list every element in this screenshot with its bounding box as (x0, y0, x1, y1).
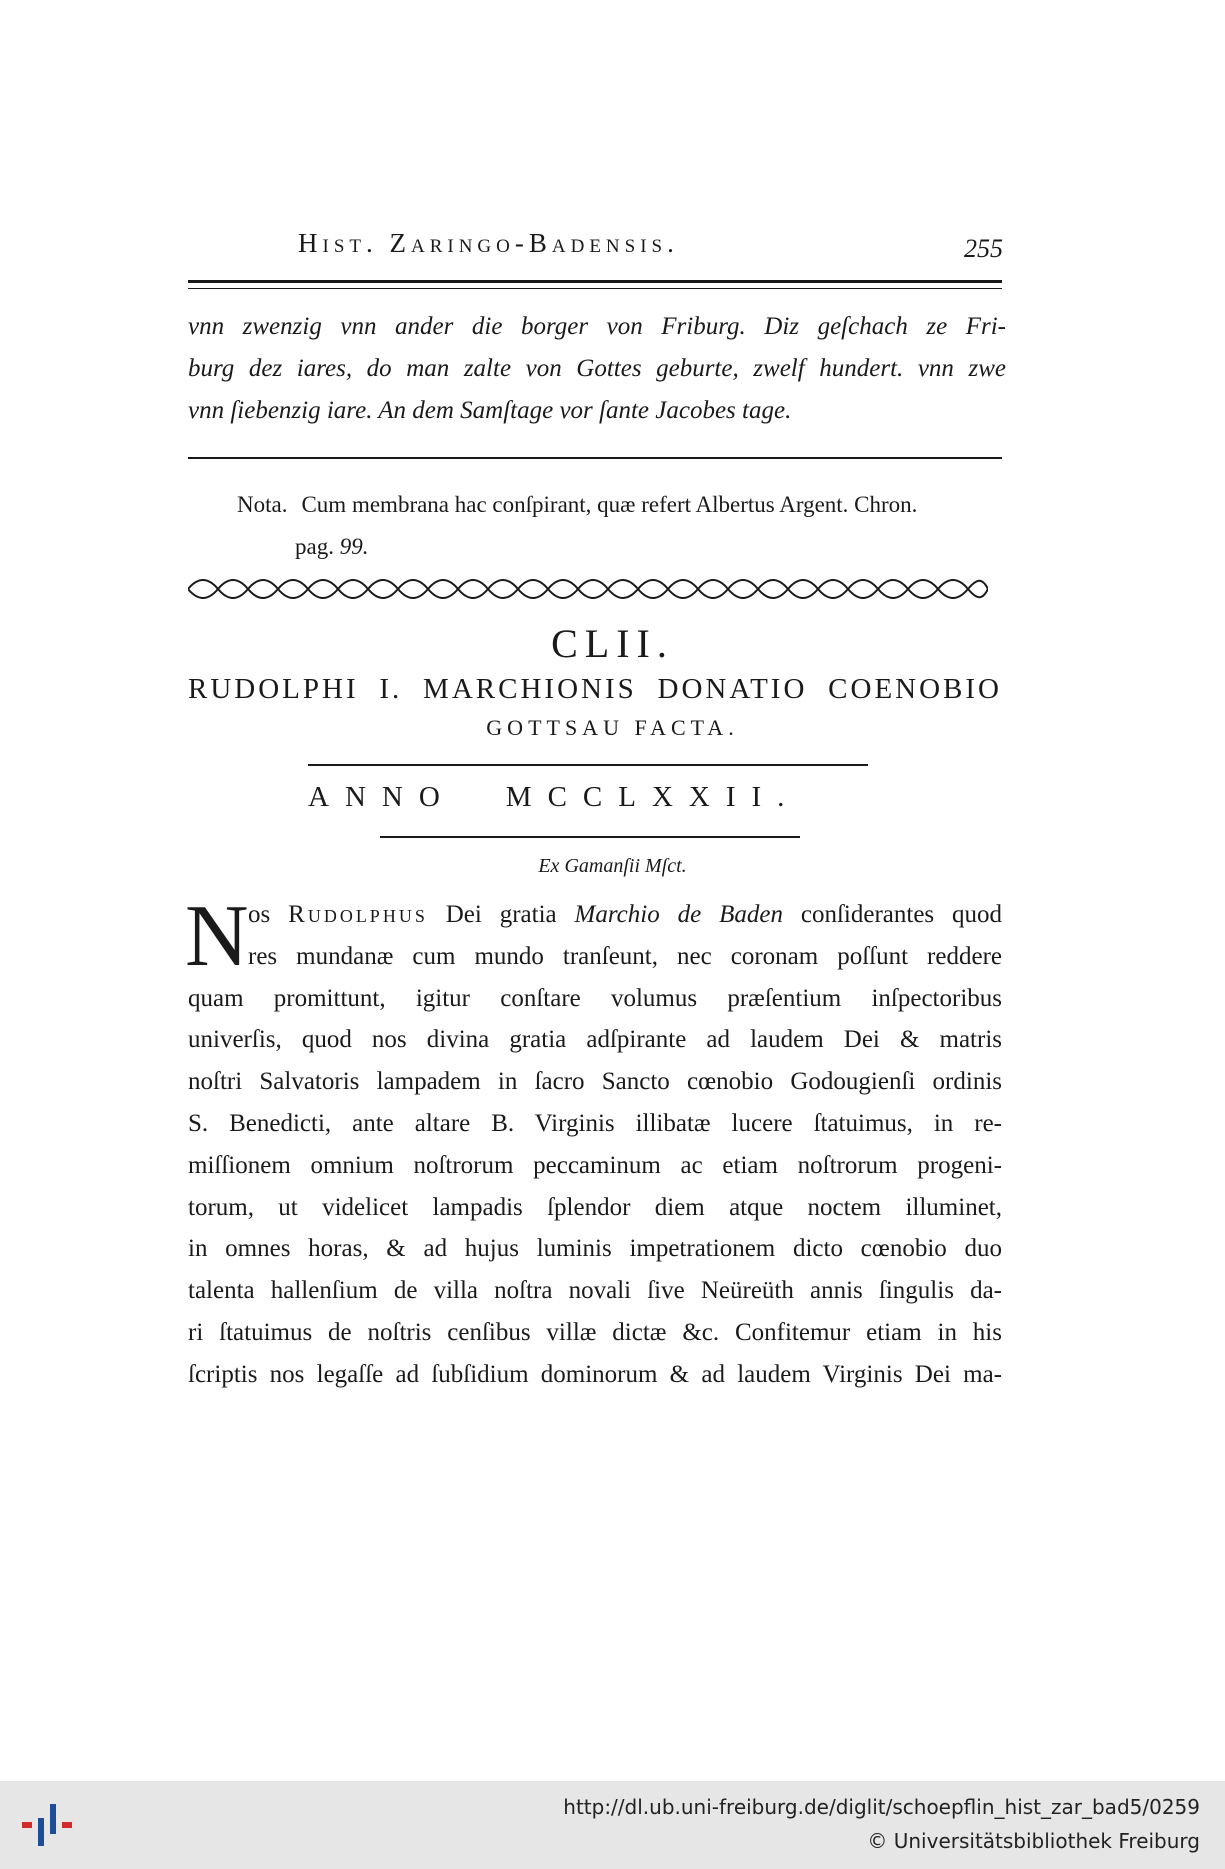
body-line: ſcriptis nos legaſſe ad ſubſidium dominorum & ad laudem Virginis Dei ma- (188, 1360, 1002, 1388)
continuation-line: vnn zwenzig vnn ander die borger von Friburg. Diz geſchach ze Fri- (188, 313, 1006, 340)
body-text (185, 888, 1003, 1396)
running-title: Hist. Zaringo-Badensis. (298, 228, 679, 258)
body-line: ri ſtatuimus de noſtris cenſibus villæ dictæ &c. Confitemur etiam in his (188, 1318, 1002, 1346)
document-year (308, 781, 878, 814)
first-word-rest: os (248, 901, 271, 928)
body-line: talenta hallenſium de villa noſtra novali ſive Neüreüth annis ſingulis da- (188, 1277, 1002, 1305)
ub-freiburg-logo-icon[interactable] (20, 1798, 80, 1854)
footer-bar (0, 1781, 1225, 1869)
ornamental-border (188, 577, 988, 601)
continuation-text (188, 306, 1006, 432)
nota-page-ref (237, 526, 1007, 568)
body-line: res mundanæ cum mundo tranſeunt, nec coronam poſſunt reddere (248, 942, 1002, 970)
running-header (188, 228, 1003, 268)
issuer-name: Rudolphus (288, 901, 428, 928)
continuation-line: burg dez iares, do man zalte von Gottes geburte, zwelf hundert. vnn zwe (188, 355, 1006, 382)
year-word: ANNO (308, 781, 456, 813)
body-line: S. Benedicti, ante altare B. Virginis illibatæ lucere ſtatuimus, in re- (188, 1109, 1002, 1137)
body-line: miſſionem omnium noſtrorum peccaminum ac etiam noſtrorum progeni- (188, 1151, 1002, 1179)
nota-block (237, 484, 1007, 568)
section-divider (188, 457, 1002, 459)
drop-cap: N (185, 888, 249, 985)
footer-url-link[interactable]: http://dl.ub.uni-freiburg.de/diglit/schoepflin_hist_zar_bad5/0259 (563, 1795, 1200, 1819)
footer-copyright: © Universitätsbibliothek Freiburg (867, 1829, 1200, 1853)
document-number: CLII. (551, 621, 674, 666)
page-number: 255 (964, 234, 1003, 263)
continuation-line: vnn ſiebenzig iare. An dem Samſtage vor ſante Jacobes tage. (188, 397, 792, 424)
title-rule (308, 764, 868, 766)
nota-page-prefix: pag. (295, 534, 334, 559)
nota-label: Nota. (237, 492, 288, 517)
document-title: RUDOLPHI I. MARCHIONIS DONATIO COENOBIO (188, 673, 1002, 705)
issuer-title: Marchio de Baden (574, 901, 783, 928)
header-rule-thin (188, 288, 1002, 289)
body-line: torum, ut videlicet lampadis ſplendor diem atque noctem illuminet, (188, 1193, 1002, 1221)
first-line-text: Dei gratia (445, 901, 557, 928)
source-note: Ex Gamanſii Mſct. (538, 855, 687, 877)
nota-text: Cum membrana hac conſpirant, quæ refert Albertus Argent. Chron. (301, 492, 918, 517)
document-subtitle: GOTTSAU FACTA. (486, 715, 739, 740)
nota-page-value: 99. (339, 534, 369, 559)
body-line: univerſis, quod nos divina gratia adſpirante ad laudem Dei & matris (188, 1026, 1002, 1054)
body-line: in omnes horas, & ad hujus luminis impetrationem dicto cœnobio duo (188, 1235, 1002, 1263)
year-rule (380, 836, 800, 838)
body-line: noſtri Salvatoris lampadem in ſacro Sancto cœnobio Godougienſi ordinis (188, 1068, 1002, 1096)
body-line: quam promittunt, igitur conſtare volumus præſentium inſpectoribus (188, 984, 1002, 1012)
header-rule (188, 280, 1002, 283)
body-line-first (188, 894, 1002, 936)
first-line-end: conſiderantes quod (800, 901, 1003, 928)
year-numeral: MCCLXXII. (505, 781, 801, 813)
